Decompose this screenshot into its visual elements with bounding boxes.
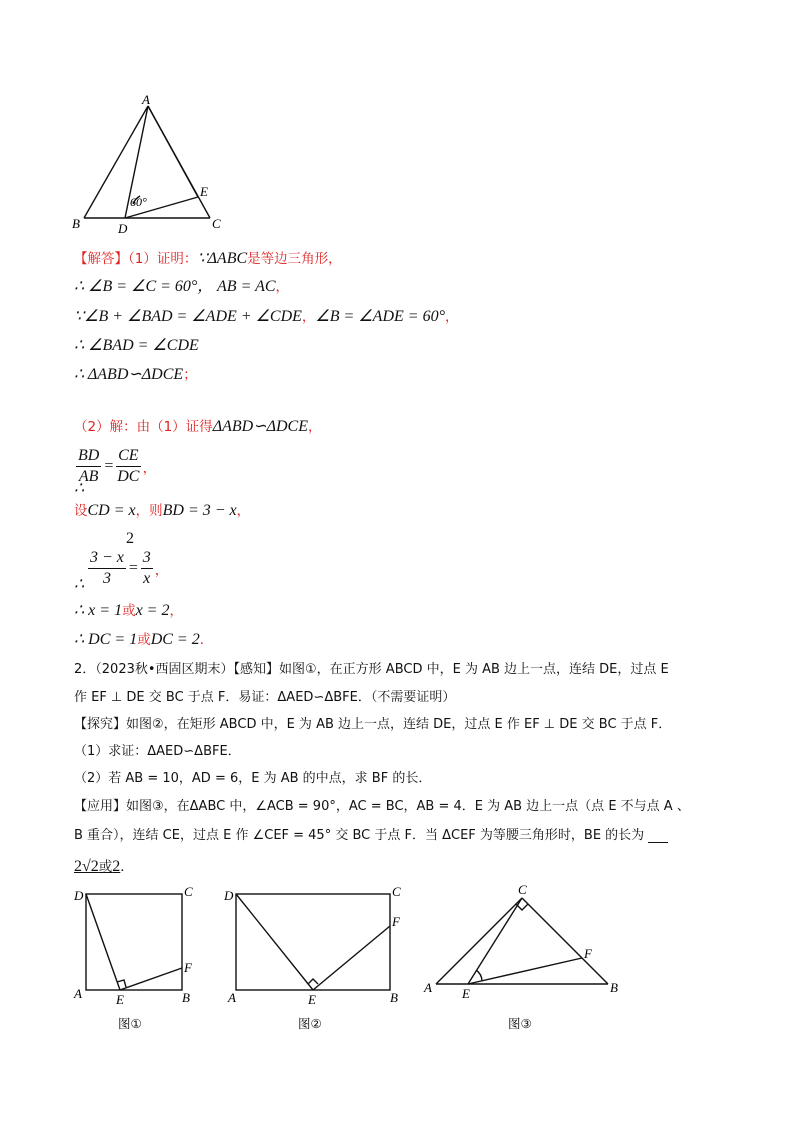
fig2-label-F: F (392, 914, 400, 929)
problem2-answer (74, 853, 134, 879)
angle-label: 60° (130, 195, 147, 209)
question-text: B 重合），连结 CE，过点 E 作 ∠CEF = 45° 交 BC 于点 F．当 ΔCEF 为等腰三角形时，BE 的长为 (74, 828, 645, 843)
therefore-symbol: ∴ (74, 480, 85, 497)
fig1-label-A: A (74, 986, 82, 1001)
problem2-line4: （1）求证：ΔAED∽ΔBFE． (74, 744, 241, 759)
math-bad-cde: ∴ ∠BAD = ∠CDE (74, 337, 199, 354)
text-set: 设 (74, 503, 88, 519)
fig1-label-B: B (182, 990, 190, 1005)
figure-2-rectangle (220, 884, 410, 1009)
problem2-line5: （2）若 AB = 10，AD = 6，E 为 AB 的中点，求 BF 的长． (74, 771, 432, 786)
numerator: BD (76, 446, 101, 467)
math-x2: x = 2 (135, 602, 170, 619)
solution-line-3 (74, 303, 458, 329)
solution-part1-heading (74, 245, 342, 271)
fig2-label-C: C (392, 884, 401, 899)
fig2-label-E: E (308, 992, 316, 1007)
part1-label: （1）证明： (128, 251, 198, 267)
punct: ， (154, 562, 169, 579)
solution-line-2 (74, 273, 289, 299)
equals: = (103, 457, 115, 475)
problem2-line7 (74, 823, 668, 849)
numerator: 3 (141, 548, 153, 569)
fraction-3mx-3 (88, 548, 126, 589)
denominator: AB (78, 468, 99, 485)
fig3-label-F: F (584, 946, 592, 961)
solution-x-values (74, 597, 183, 623)
solution-line-4 (74, 332, 199, 358)
answer-tag: 【解答】 (74, 251, 128, 267)
math-angle-60: ∠B = ∠ADE = 60° (315, 308, 445, 325)
punct: ， (236, 503, 251, 519)
fig1-label-F: F (184, 960, 192, 975)
denominator: 3 (102, 570, 111, 587)
label-B: B (72, 216, 80, 231)
numerator: CE (116, 446, 140, 467)
label-D: D (118, 221, 128, 236)
numerator: 3 − x (88, 548, 126, 569)
label-E: E (200, 184, 208, 199)
fig3-label-A: A (424, 980, 432, 995)
figure-3-caption: 图③ (508, 1016, 532, 1031)
fig3-label-E: E (462, 986, 470, 1001)
punct: ． (199, 632, 214, 648)
fig1-label-C: C (184, 884, 193, 899)
fig2-label-D: D (224, 888, 234, 903)
punct: ． (120, 859, 134, 875)
ratio-equation (74, 446, 156, 492)
fig3-label-B: B (610, 980, 618, 995)
answer-2root2: 2√2 (74, 858, 99, 875)
fig1-label-E: E (116, 992, 124, 1007)
punct: ， (142, 460, 157, 477)
solution-set-cd (74, 497, 250, 523)
solution-part2-heading (74, 413, 321, 439)
fraction-ce-dc (116, 446, 140, 487)
punct: ， (275, 279, 290, 295)
math-similar: ∴ ΔABD∽ΔDCE (74, 366, 184, 383)
text-equilateral: 是等边三角形， (247, 251, 342, 267)
math-x1: ∴ x = 1 (74, 602, 123, 619)
figure-2-caption: 图② (298, 1016, 322, 1031)
math-triangle-abc: ∵ΔABC (197, 250, 248, 267)
math-similar: ΔABD∽ΔDCE (212, 418, 308, 435)
answer-blank (648, 828, 668, 843)
figure-1-caption: 图① (118, 1016, 142, 1031)
fraction-3-x (141, 548, 153, 589)
part2-label: （2）解：由（1）证得 (74, 419, 213, 435)
solution-line-5 (74, 361, 197, 387)
punct: ， (307, 419, 322, 435)
text-or: 或 (122, 603, 136, 619)
problem2-line1: 2．（2023秋•西固区期末）【感知】如图①，在正方形 ABCD 中，E 为 AB 边上一点，连结 DE，过点 E (74, 662, 669, 677)
triangle-figure-top (70, 92, 230, 237)
therefore-symbol-2: ∴ (74, 576, 85, 593)
text-then: ，则 (135, 503, 163, 519)
problem2-line3: 【探究】如图②，在矩形 ABCD 中，E 为 AB 边上一点，连结 DE，过点 E 作 EF ⊥ DE 交 BC 于点 F． (74, 717, 672, 732)
math-dc2: DC = 2 (150, 631, 200, 648)
label-C: C (212, 216, 221, 231)
denominator: DC (117, 468, 140, 485)
answer-2: 2 (112, 858, 121, 875)
substituted-equation (86, 548, 168, 594)
equals: = (127, 559, 139, 577)
text-or: 或 (98, 859, 113, 875)
math-dc1: ∴ DC = 1 (74, 631, 138, 648)
fig2-label-A: A (228, 990, 236, 1005)
stray-two: 2 (126, 530, 134, 547)
math-angles-equal: ∴ ∠B = ∠C = 60°， AB = AC (74, 278, 276, 295)
fig2-label-B: B (390, 990, 398, 1005)
text-or: 或 (137, 632, 151, 648)
math-angle-sum: ∵∠B + ∠BAD = ∠ADE + ∠CDE (74, 308, 302, 325)
label-A: A (142, 92, 150, 107)
denominator: x (143, 570, 151, 587)
punct: ； (183, 367, 197, 383)
math-bd: BD = 3 − x (162, 502, 237, 519)
problem2-line6: 【应用】如图③，在ΔABC 中，∠ACB = 90°，AC = BC，AB = 4．E 为 AB 边上一点（点 E 不与点 A 、 (74, 799, 690, 814)
punct: ， (169, 603, 183, 619)
figure-1-square (70, 884, 200, 1009)
punct: ， (444, 309, 459, 325)
problem2-line2: 作 EF ⊥ DE 交 BC 于点 F．易证：ΔAED∽ΔBFE．（不需要证明） (74, 690, 456, 705)
solution-dc-values (74, 626, 213, 652)
fig3-label-C: C (518, 882, 527, 897)
fig1-label-D: D (74, 888, 84, 903)
punct: ， (301, 309, 316, 325)
figure-3-triangle (420, 880, 630, 1005)
math-cd-x: CD = x (87, 502, 136, 519)
